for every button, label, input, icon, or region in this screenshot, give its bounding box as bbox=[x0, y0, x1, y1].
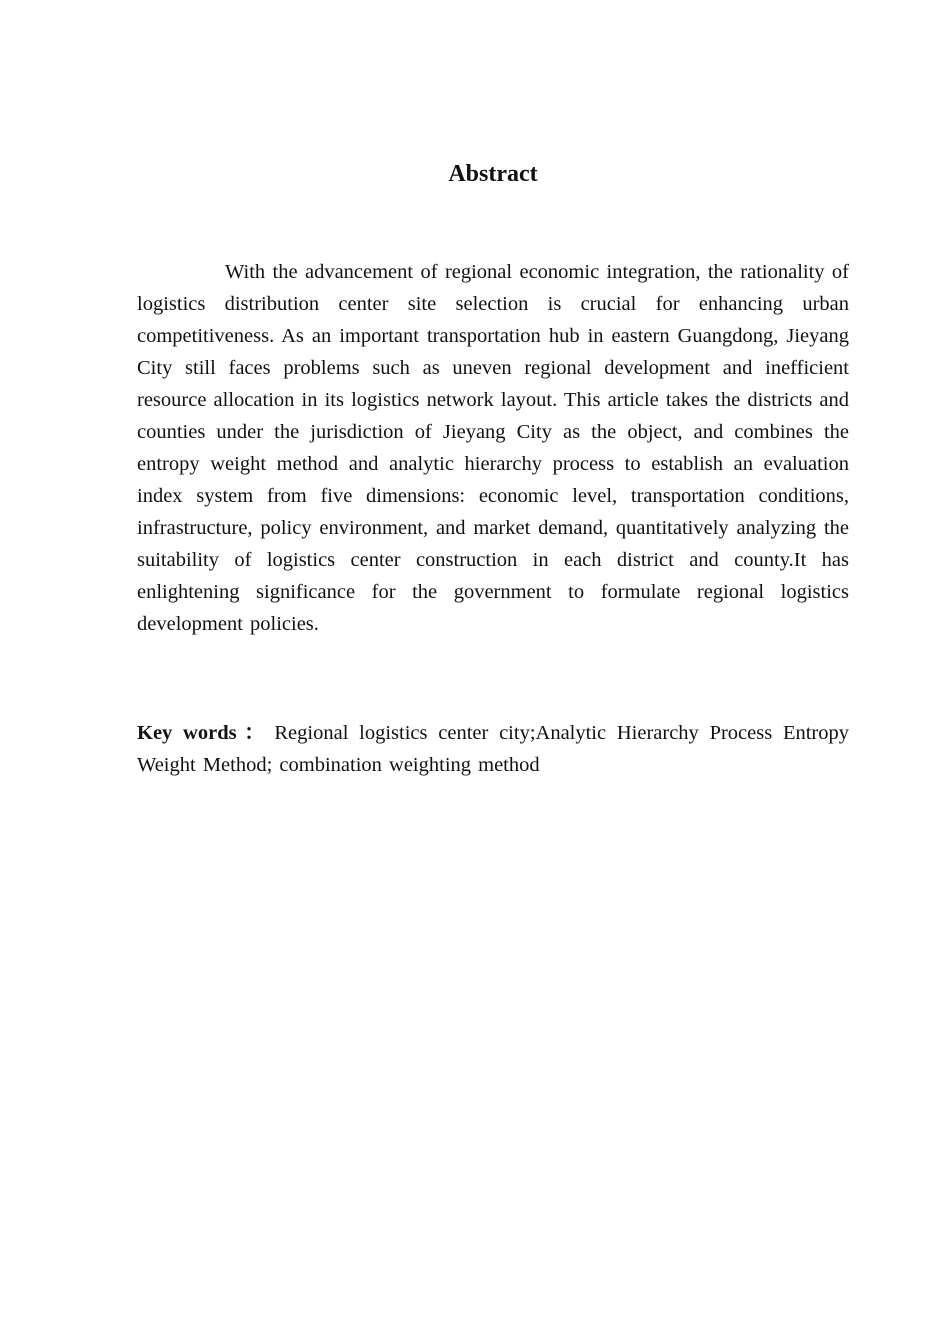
abstract-body: With the advancement of regional economic integration, the rationality of logistics distribution center site selection is crucial for enhancing urban competitiveness. As an important transportation hub in eastern Guangdong, Jieyang City still faces problems such as uneven regional development and inefficient resource allocation in its logistics network layout. This article takes the districts and counties under the jurisdiction of Jieyang City as the object, and combines the entropy weight method and analytic hierarchy process to establish an evaluation index system from five dimensions: economic level, transportation conditions, infrastructure, policy environment, and market demand, quantitatively analyzing the suitability of logistics center construction in each district and county.It has enlightening significance for the government to formulate regional logistics development policies. bbox=[137, 261, 849, 635]
keywords-text: Regional logistics center city;Analytic Hierarchy Process Entropy Weight Method; combination weighting method bbox=[137, 722, 850, 776]
keywords-label: Key words bbox=[137, 722, 237, 744]
keywords-line bbox=[137, 717, 849, 781]
keywords-separator: ： bbox=[240, 722, 269, 744]
abstract-title: Abstract bbox=[448, 161, 538, 187]
